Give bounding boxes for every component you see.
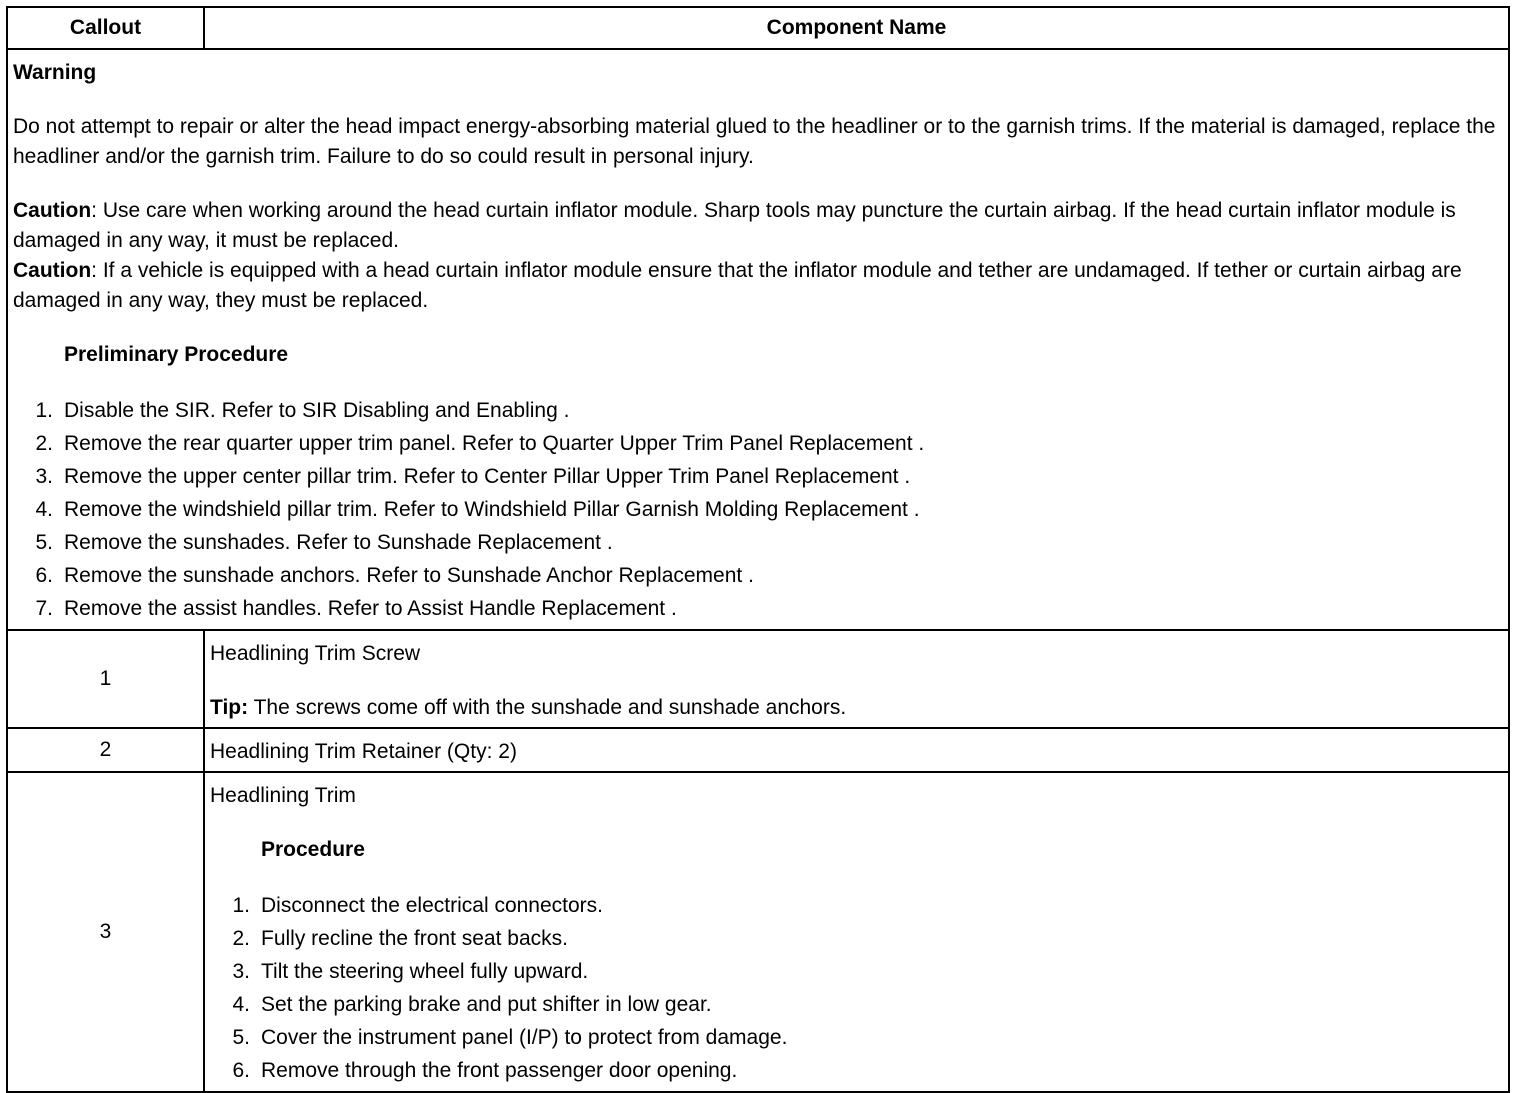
caution-text: : Use care when working around the head curtain inflator module. Sharp tools may puncture the curtain airbag. If the head curtain inflator module is damaged in any way, it must be replaced. [13,199,1456,252]
step-number: 2. [35,432,53,455]
table-row [7,630,1509,728]
step-text: Remove the upper center pillar trim. Refer to Center Pillar Upper Trim Panel Replacement . [64,465,911,488]
component-name: Headlining Trim Retainer (Qty: 2) [210,740,517,763]
preliminary-steps [13,394,1500,625]
component-cell [204,728,1509,772]
list-item [13,559,1500,592]
caution-label: Caution [13,199,92,222]
header-row [7,7,1509,49]
step-text: Remove the rear quarter upper trim panel. Refer to Quarter Upper Trim Panel Replacement . [64,432,925,455]
step-text: Disable the SIR. Refer to SIR Disabling and Enabling . [64,399,570,422]
step-number: 6. [35,564,53,587]
step-text: Remove the sunshades. Refer to Sunshade Replacement . [64,531,613,554]
component-cell [204,630,1509,728]
list-item [13,493,1500,526]
step-text: Remove the assist handles. Refer to Assist Handle Replacement . [64,597,677,620]
table-row [7,772,1509,1092]
list-item [13,427,1500,460]
list-item [210,1021,1502,1054]
step-number: 4. [35,498,53,521]
warning-title: Warning [13,61,97,84]
list-item [210,889,1502,922]
caution-1 [13,196,1500,256]
warning-text: Do not attempt to repair or alter the head impact energy-absorbing material glued to the headliner or to the garnish trims. If the material is damaged, replace the headliner and/or the garnish trim. Failure to do so could result in personal injury. [13,115,1496,168]
step-number: 7. [35,597,53,620]
callout-cell: 2 [7,728,204,772]
list-item [13,394,1500,427]
table-row [7,728,1509,772]
callout-cell: 3 [7,772,204,1092]
preliminary-heading: Preliminary Procedure [64,343,289,366]
warning-cell [7,49,1509,630]
step-text: Fully recline the front seat backs. [261,927,568,950]
component-name: Headlining Trim Screw [210,642,421,665]
list-item [210,1054,1502,1087]
procedure-steps [210,889,1502,1087]
component-name: Headlining Trim [210,784,356,807]
tip-text: The screws come off with the sunshade and sunshade anchors. [248,696,847,719]
caution-2 [13,256,1500,316]
step-number: 5. [232,1026,250,1049]
list-item [13,592,1500,625]
callout-cell: 1 [7,630,204,728]
step-text: Set the parking brake and put shifter in low gear. [261,993,712,1016]
step-text: Remove the sunshade anchors. Refer to Sunshade Anchor Replacement . [64,564,754,587]
step-text: Cover the instrument panel (I/P) to protect from damage. [261,1026,788,1049]
caution-text: : If a vehicle is equipped with a head curtain inflator module ensure that the inflator module and tether are undamaged. If tether or curtain airbag are damaged in any way, they must be replaced. [13,259,1462,312]
procedure-heading: Procedure [261,838,365,861]
step-number: 3. [232,960,250,983]
step-number: 2. [232,927,250,950]
list-item [210,988,1502,1021]
list-item [13,526,1500,559]
step-text: Disconnect the electrical connectors. [261,894,603,917]
step-number: 1. [232,894,250,917]
list-item [13,460,1500,493]
list-item [210,955,1502,988]
step-number: 4. [232,993,250,1016]
tip [210,693,1502,723]
caution-label: Caution [13,259,92,282]
step-number: 1. [35,399,53,422]
step-text: Tilt the steering wheel fully upward. [261,960,589,983]
step-text: Remove the windshield pillar trim. Refer to Windshield Pillar Garnish Molding Replacement . [64,498,920,521]
step-text: Remove through the front passenger door opening. [261,1059,738,1082]
step-number: 5. [35,531,53,554]
component-name-header: Component Name [204,7,1509,49]
step-number: 3. [35,465,53,488]
step-number: 6. [232,1059,250,1082]
warning-row [7,49,1509,630]
procedure-table [6,6,1510,1093]
tip-label: Tip: [210,696,249,719]
component-cell [204,772,1509,1092]
callout-header: Callout [7,7,204,49]
list-item [210,922,1502,955]
